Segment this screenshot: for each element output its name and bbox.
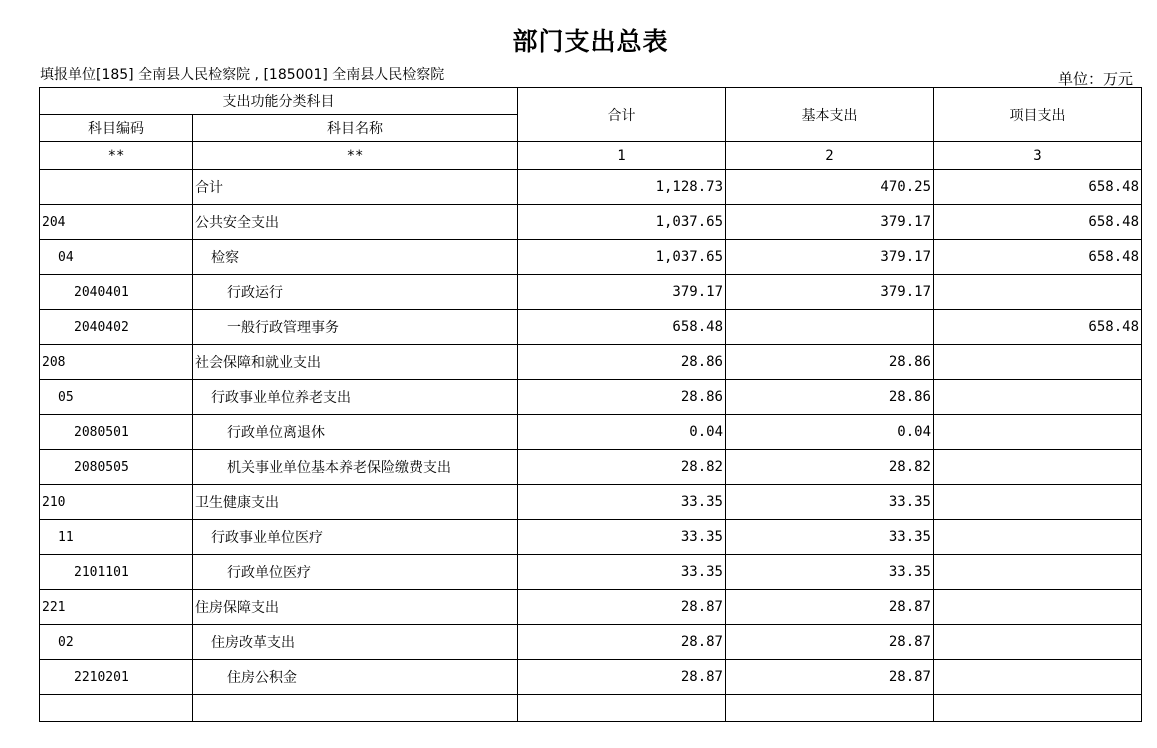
row-code: 2040401 <box>40 275 193 310</box>
table-row <box>40 520 1142 555</box>
row-code: 05 <box>40 380 193 415</box>
row-code: 2210201 <box>40 660 193 695</box>
row-project <box>934 345 1142 380</box>
row-total: 33.35 <box>518 555 726 590</box>
table-row <box>40 660 1142 695</box>
row-total: 1,037.65 <box>518 205 726 240</box>
row-total: 28.87 <box>518 660 726 695</box>
row-code: 02 <box>40 625 193 660</box>
table-row <box>40 625 1142 660</box>
row-total: 28.86 <box>518 380 726 415</box>
reporting-unit: 填报单位[185] 全南县人民检察院 , [185001] 全南县人民检察院 <box>40 67 445 83</box>
row-name: 合计 <box>193 170 518 205</box>
table-row <box>40 590 1142 625</box>
row-basic: 33.35 <box>726 485 934 520</box>
table-row <box>40 345 1142 380</box>
row-basic: 379.17 <box>726 240 934 275</box>
row-name: 公共安全支出 <box>193 205 518 240</box>
table-row <box>40 415 1142 450</box>
blank-cell <box>193 695 518 722</box>
row-name: 行政单位医疗 <box>193 555 518 590</box>
row-total: 28.82 <box>518 450 726 485</box>
row-basic: 28.86 <box>726 380 934 415</box>
header-project: 项目支出 <box>934 88 1142 142</box>
row-total: 1,128.73 <box>518 170 726 205</box>
row-project: 658.48 <box>934 205 1142 240</box>
header-code: 科目编码 <box>40 115 193 142</box>
row-basic: 28.86 <box>726 345 934 380</box>
row-project <box>934 485 1142 520</box>
row-basic: 33.35 <box>726 520 934 555</box>
row-total: 33.35 <box>518 520 726 555</box>
row-code <box>40 170 193 205</box>
row-code: 204 <box>40 205 193 240</box>
row-basic: 28.87 <box>726 660 934 695</box>
header-col-number-1: 1 <box>518 142 726 170</box>
row-name: 一般行政管理事务 <box>193 310 518 345</box>
header-function-category: 支出功能分类科目 <box>40 88 518 115</box>
row-code: 2080505 <box>40 450 193 485</box>
table-row <box>40 450 1142 485</box>
row-code: 221 <box>40 590 193 625</box>
header-col-number-2: 2 <box>726 142 934 170</box>
row-total: 379.17 <box>518 275 726 310</box>
table-row <box>40 170 1142 205</box>
table-row <box>40 380 1142 415</box>
row-project <box>934 275 1142 310</box>
row-total: 658.48 <box>518 310 726 345</box>
row-total: 1,037.65 <box>518 240 726 275</box>
page-title: 部门支出总表 <box>512 27 669 56</box>
row-project: 658.48 <box>934 240 1142 275</box>
row-basic: 28.82 <box>726 450 934 485</box>
row-name: 住房改革支出 <box>193 625 518 660</box>
table-row <box>40 240 1142 275</box>
table-row <box>40 485 1142 520</box>
row-project: 658.48 <box>934 310 1142 345</box>
row-code: 2040402 <box>40 310 193 345</box>
row-code: 11 <box>40 520 193 555</box>
row-project <box>934 625 1142 660</box>
row-project <box>934 520 1142 555</box>
blank-cell <box>934 695 1142 722</box>
row-name: 住房公积金 <box>193 660 518 695</box>
row-project <box>934 660 1142 695</box>
blank-row <box>40 695 1142 722</box>
currency-unit: 单位：万元 <box>1058 70 1134 88</box>
table-row <box>40 205 1142 240</box>
row-basic: 470.25 <box>726 170 934 205</box>
row-project <box>934 590 1142 625</box>
row-project: 658.48 <box>934 170 1142 205</box>
row-total: 28.87 <box>518 590 726 625</box>
row-code: 208 <box>40 345 193 380</box>
row-name: 机关事业单位基本养老保险缴费支出 <box>193 450 518 485</box>
blank-cell <box>726 695 934 722</box>
row-basic: 28.87 <box>726 625 934 660</box>
row-name: 检察 <box>193 240 518 275</box>
row-name: 行政事业单位养老支出 <box>193 380 518 415</box>
row-name: 行政单位离退休 <box>193 415 518 450</box>
header-name: 科目名称 <box>193 115 518 142</box>
row-project <box>934 380 1142 415</box>
header-row-1 <box>40 88 1142 115</box>
row-code: 210 <box>40 485 193 520</box>
blank-cell <box>40 695 193 722</box>
row-basic: 0.04 <box>726 415 934 450</box>
row-total: 0.04 <box>518 415 726 450</box>
row-name: 行政运行 <box>193 275 518 310</box>
row-name: 卫生健康支出 <box>193 485 518 520</box>
header-col-number-3: 3 <box>934 142 1142 170</box>
table-row <box>40 555 1142 590</box>
row-code: 04 <box>40 240 193 275</box>
row-name: 住房保障支出 <box>193 590 518 625</box>
row-project <box>934 415 1142 450</box>
header-row-3 <box>40 142 1142 170</box>
table-row <box>40 310 1142 345</box>
row-basic: 33.35 <box>726 555 934 590</box>
row-basic: 379.17 <box>726 275 934 310</box>
row-basic: 28.87 <box>726 590 934 625</box>
row-basic <box>726 310 934 345</box>
row-total: 28.87 <box>518 625 726 660</box>
header-basic: 基本支出 <box>726 88 934 142</box>
row-name: 社会保障和就业支出 <box>193 345 518 380</box>
row-code: 2080501 <box>40 415 193 450</box>
expenditure-table <box>39 87 1142 722</box>
row-name: 行政事业单位医疗 <box>193 520 518 555</box>
blank-cell <box>518 695 726 722</box>
table-row <box>40 275 1142 310</box>
header-total: 合计 <box>518 88 726 142</box>
row-total: 28.86 <box>518 345 726 380</box>
row-code: 2101101 <box>40 555 193 590</box>
row-total: 33.35 <box>518 485 726 520</box>
header-code-marker: ** <box>40 142 193 170</box>
row-project <box>934 555 1142 590</box>
header-name-marker: ** <box>193 142 518 170</box>
row-basic: 379.17 <box>726 205 934 240</box>
row-project <box>934 450 1142 485</box>
